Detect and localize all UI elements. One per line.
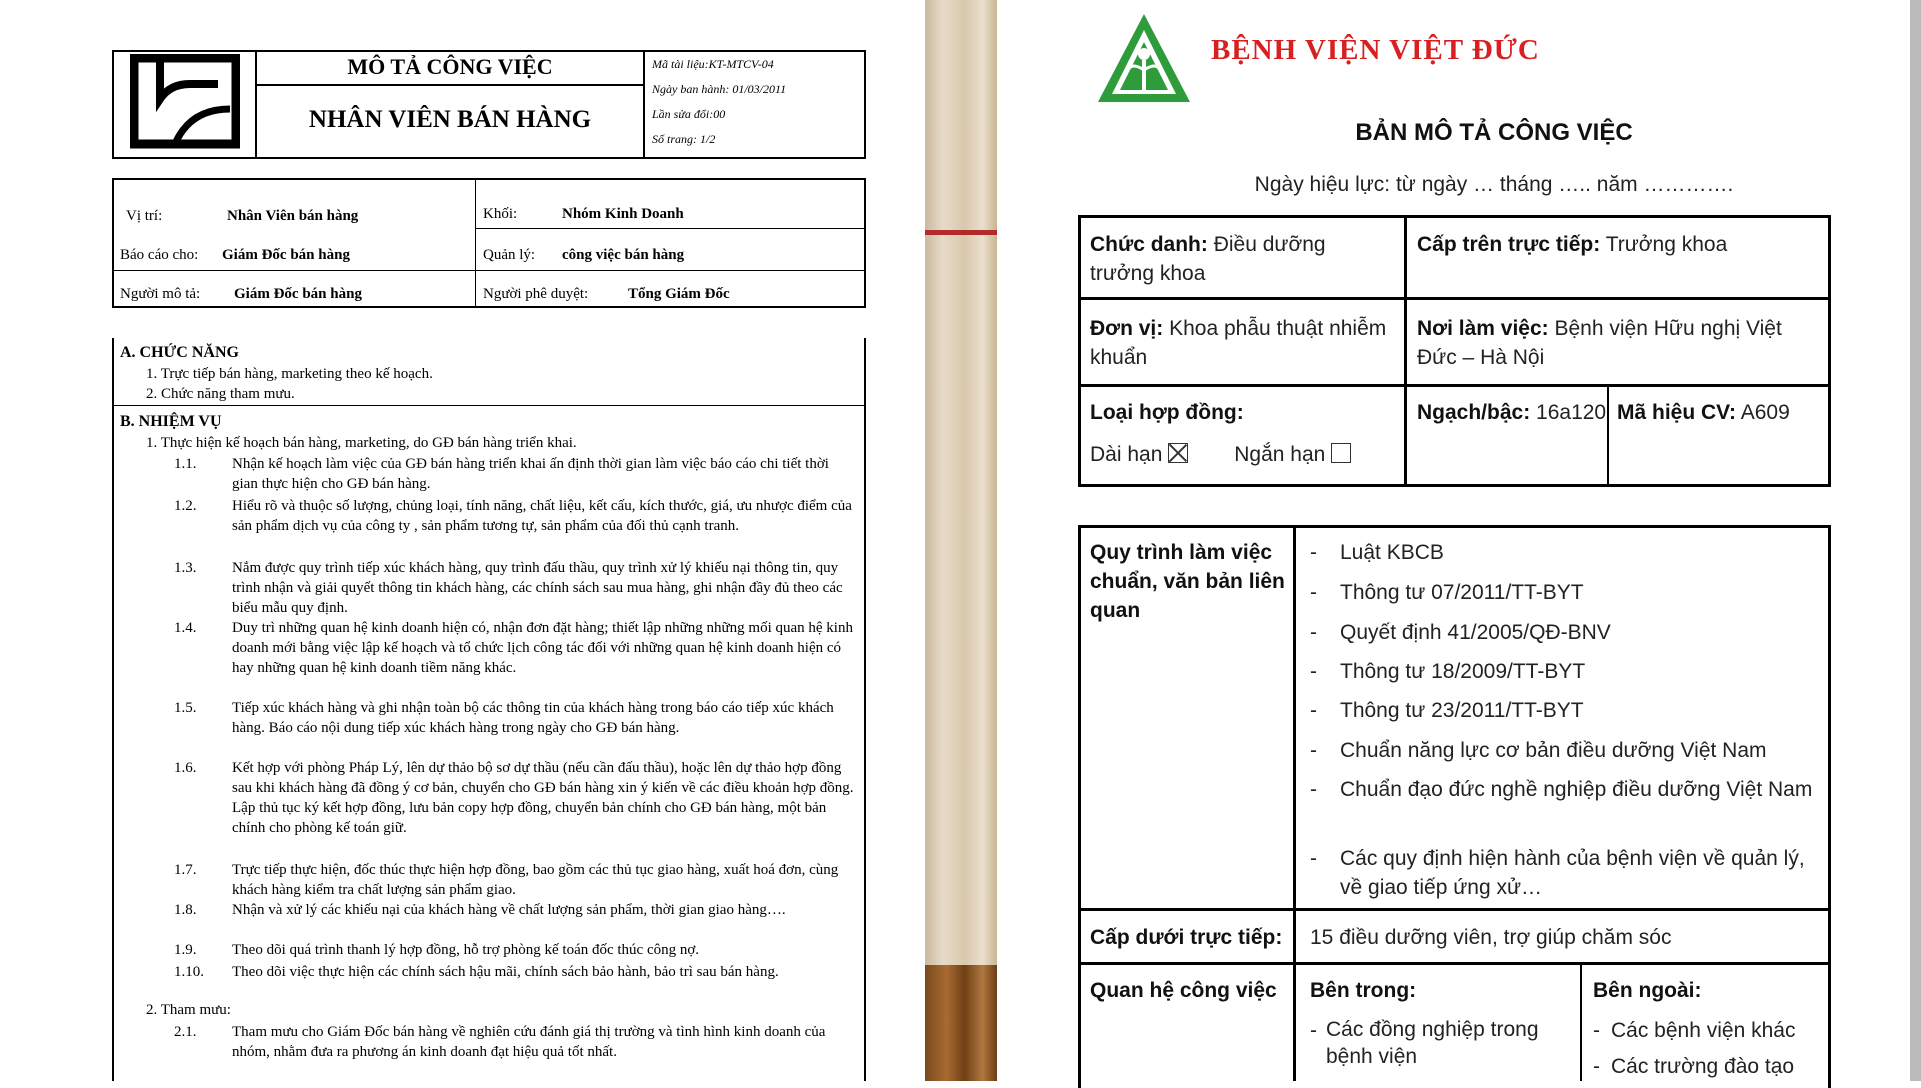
job-title-cell — [1090, 230, 1390, 288]
procedure-item: Quyết định 41/2005/QĐ-BNV — [1340, 621, 1611, 644]
sub-num: 1.10. — [174, 964, 204, 980]
job-title-value: Điều dưỡng trưởng khoa — [1090, 233, 1326, 285]
contract-options — [1090, 440, 1351, 469]
author-value: Giám Đốc bán hàng — [234, 286, 362, 302]
position-value: Nhân Viên bán hàng — [227, 208, 359, 224]
sub-text: Theo dõi việc thực hiện các chính sách hậu mãi, chính sách bảo hành, bảo trì sau bán hàng. — [232, 964, 779, 980]
section-a-item-2: 2. Chức năng tham mưu. — [146, 386, 295, 402]
sub-num: 1.5. — [174, 700, 197, 716]
position-label: Vị trí: — [126, 208, 163, 224]
supervisor-cell — [1417, 230, 1817, 259]
supervisor-label: Cấp trên trực tiếp: — [1417, 233, 1601, 256]
company-logo-icon — [130, 54, 240, 150]
sub-text: Tiếp xúc khách hàng và ghi nhận toàn bộ các thông tin của khách hàng trong báo cáo tiếp xúc khách hàng. Báo cáo nội dung tiếp xúc khách hàng trong ngày cho GĐ bán hàng. — [232, 700, 834, 736]
contract-type-label: Loại hợp đồng: — [1090, 401, 1244, 424]
sub-text: Kết hợp với phòng Pháp Lý, lên dự thảo bộ sơ dự thầu (nếu cần đấu thầu), hoặc lên dự thảo hợp đồng sau khi khách hàng đã đồng ý cơ bản, chuyển cho GĐ bán hàng xin ý kiến về các điều khoản hợp đồng. Lập thủ tục ký kết hợp đồng, lưu bản copy hợp đồng, chuyển bản chính cho GĐ bán hàng, một bản chính cho phòng kế toán giữ. — [232, 760, 854, 836]
left-doc-subtitle: NHÂN VIÊN BÁN HÀNG — [308, 106, 592, 133]
grade-label: Ngạch/bậc: — [1417, 401, 1531, 424]
procedure-item: Chuẩn đạo đức nghề nghiệp điều dưỡng Việt Nam — [1340, 778, 1813, 801]
approver-value: Tổng Giám Đốc — [628, 286, 730, 302]
sub-num: 1.4. — [174, 620, 197, 636]
supervisor-value: Trưởng khoa — [1600, 233, 1728, 256]
report-to-label: Báo cáo cho: — [120, 247, 199, 263]
sub-num: 1.7. — [174, 862, 197, 878]
unit-label: Đơn vị: — [1090, 317, 1164, 340]
author-label: Người mô tả: — [120, 286, 201, 302]
sub-text: Nhận kế hoạch làm việc của GĐ bán hàng triển khai ấn định thời gian làm việc báo cáo chi tiết thời gian thực hiện cho GĐ bán hàng. — [232, 456, 829, 492]
short-term-label: Ngắn hạn — [1234, 443, 1326, 466]
internal-label: Bên trong: — [1310, 979, 1417, 1002]
sub-text: Theo dõi quá trình thanh lý hợp đồng, hỗ trợ phòng kế toán đốc thúc công nợ. — [232, 942, 700, 958]
long-term-checkbox[interactable] — [1168, 443, 1188, 463]
sub-text: Tham mưu cho Giám Đốc bán hàng về nghiên cứu đánh giá thị trường và tình hình kinh doanh của nhóm, nhằm đưa ra phương án kinh doanh đạt hiệu quả tốt nhất. — [232, 1024, 826, 1060]
sub-num: 1.8. — [174, 902, 197, 918]
section-a-item-1: 1. Trực tiếp bán hàng, marketing theo kế hoạch. — [146, 366, 433, 382]
sub-text: Nhận và xử lý các khiếu nại của khách hàng về chất lượng sản phẩm, thời gian giao hàng…. — [232, 902, 786, 918]
effective-date: Ngày hiệu lực: từ ngày … tháng ….. năm …………. — [1254, 173, 1734, 196]
issue-date: Ngày ban hành: 01/03/2011 — [652, 82, 787, 96]
relations-label: Quan hệ công việc — [1090, 979, 1277, 1002]
red-divider — [925, 230, 997, 235]
wood-background — [925, 0, 997, 1081]
procedures-label: Quy trình làm việc chuẩn, văn bản liên quan — [1090, 541, 1285, 622]
report-to-value: Giám Đốc bán hàng — [222, 247, 350, 263]
procedure-item: Thông tư 23/2011/TT-BYT — [1340, 699, 1584, 722]
left-doc-title: MÔ TẢ CÔNG VIỆC — [347, 54, 553, 79]
external-label: Bên ngoài: — [1593, 979, 1702, 1002]
subordinates-value: 15 điều dưỡng viên, trợ giúp chăm sóc — [1310, 926, 1672, 949]
manage-label: Quản lý: — [483, 247, 536, 263]
section-b-item-2: 2. Tham mưu: — [146, 1002, 231, 1018]
hospital-name: BỆNH VIỆN VIỆT ĐỨC — [1211, 34, 1540, 66]
page-count: Số trang: 1/2 — [652, 132, 716, 146]
revision: Lần sửa đổi:00 — [652, 107, 726, 121]
wood-grain — [925, 965, 997, 1081]
grade-value: 16a120 — [1530, 401, 1607, 424]
sub-num: 1.9. — [174, 942, 197, 958]
hospital-logo-icon — [1094, 10, 1194, 110]
procedure-item: Các quy định hiện hành của bệnh viện về quản lý, về giao tiếp ứng xử… — [1340, 847, 1805, 899]
sub-num: 1.3. — [174, 560, 197, 576]
right-edge — [1910, 0, 1921, 1081]
manage-value: công việc bán hàng — [562, 247, 685, 263]
procedure-item: Thông tư 18/2009/TT-BYT — [1340, 660, 1586, 683]
division-value: Nhóm Kinh Doanh — [562, 206, 684, 222]
unit-cell — [1090, 314, 1390, 372]
sub-num: 2.1. — [174, 1024, 197, 1040]
sub-text: Hiểu rõ và thuộc số lượng, chủng loại, tính năng, chất liệu, kết cấu, kích thước, giá, ưu nhược điểm của sản phẩm dịch vụ của công ty , sản phẩm tương tự, sản phẩm của đối thủ cạnh tranh. — [232, 498, 852, 534]
long-term-label: Dài hạn — [1090, 443, 1163, 466]
short-term-checkbox[interactable] — [1331, 443, 1351, 463]
job-code-value: A609 — [1736, 401, 1790, 424]
job-title-label: Chức danh: — [1090, 233, 1208, 256]
job-code-label: Mã hiệu CV: — [1617, 401, 1737, 424]
section-a-title: A. CHỨC NĂNG — [120, 344, 239, 361]
procedure-item: Luật KBCB — [1340, 541, 1444, 564]
sub-text: Nắm được quy trình tiếp xúc khách hàng, quy trình đấu thầu, quy trình xử lý khiếu nại thông tin, quy trình nhận và giải quyết thông tin khách hàng, các chính sách sau mua hàng, ghi nhận đầy đủ theo các biểu mẫu quy định. — [232, 560, 843, 616]
job-code-cell — [1617, 398, 1790, 427]
sub-num: 1.1. — [174, 456, 197, 472]
external-item: Các trường đào tạo — [1611, 1055, 1795, 1078]
workplace-value: Bệnh viện Hữu nghị Việt Đức – Hà Nội — [1417, 317, 1782, 369]
subordinates-label: Cấp dưới trực tiếp: — [1090, 926, 1283, 949]
procedure-item: Chuẩn năng lực cơ bản điều dưỡng Việt Nam — [1340, 739, 1767, 762]
sub-num: 1.6. — [174, 760, 197, 776]
sub-text: Trực tiếp thực hiện, đốc thúc thực hiện hợp đồng, bao gồm các thủ tục giao hàng, xuất hoá đơn, cùng khách hàng kiểm tra chất lượng sản phẩm giao. — [232, 862, 839, 898]
procedure-item: Thông tư 07/2011/TT-BYT — [1340, 581, 1584, 604]
sub-num: 1.2. — [174, 498, 197, 514]
workplace-label: Nơi làm việc: — [1417, 317, 1549, 340]
external-item: Các bệnh viện khác — [1611, 1019, 1796, 1042]
doc-code: Mã tài liệu:KT-MTCV-04 — [652, 57, 774, 71]
unit-value: Khoa phẫu thuật nhiễm khuẩn — [1090, 317, 1387, 369]
section-b-item-1: 1. Thực hiện kế hoạch bán hàng, marketing, do GĐ bán hàng triển khai. — [146, 435, 577, 451]
approver-label: Người phê duyệt: — [483, 286, 589, 302]
left-document — [110, 48, 866, 1081]
right-doc-title: BẢN MÔ TẢ CÔNG VIỆC — [1355, 119, 1633, 146]
grade-cell — [1417, 398, 1606, 427]
sub-text: Duy trì những quan hệ kinh doanh hiện có, nhận đơn đặt hàng; thiết lập những những mối quan hệ kinh doanh mới bằng việc lập kế hoạch và tổ chức lịch công tác đối với những quan hệ kinh doanh hiện có hay những quan hệ kinh doanh tiềm năng khác. — [232, 620, 853, 676]
workplace-cell — [1417, 314, 1817, 372]
internal-item: Các đồng nghiệp trong bệnh viện — [1326, 1018, 1539, 1068]
section-b-title: B. NHIỆM VỤ — [120, 413, 222, 430]
right-document: BỆNH VIỆN VIỆT ĐỨC BẢN MÔ TẢ CÔNG VIỆC Ngày hiệu lực: từ ngày … tháng ….. năm …………. Chức danh: Điều dưỡng trưởng khoa Cấp trên trực tiếp: Trưởng khoa Đơn vị: Khoa phẫu thuật nhiễm khuẩn Nơi làm việc: Bệnh viện Hữu nghị Việt Đức – Hà Nội Loại hợp đồng: Dài hạn Ngắn hạn Ngạch/bậc: 16a120 Mã hiệu CV: A609 Quy trình làm việc chuẩn, văn bản liên quan - Luật KBCB - Thông tư 07/2011/TT-BYT - Quyết định 41/2005/QĐ-BNV - Thông tư 18/2009/TT-BYT - Thông tư 23/2011/TT-BYT - Chuẩn năng lực cơ bản điều dưỡng Việt Nam - Chuẩn đạo đức nghề nghiệp điều dưỡng Việt Nam - Các quy định hiện hành của bệnh viện về quản lý, về giao tiếp ứng xử… Cấp dưới trực tiếp: 15 điều dưỡng viên, trợ giúp chăm sóc Quan hệ công việc Bên trong: - Các đồng nghiệp trong bệnh viện Bên ngoài: - Các bệnh viện khác - Các trường đào tạo — [1078, 0, 1910, 1081]
division-label: Khối: — [483, 206, 518, 222]
